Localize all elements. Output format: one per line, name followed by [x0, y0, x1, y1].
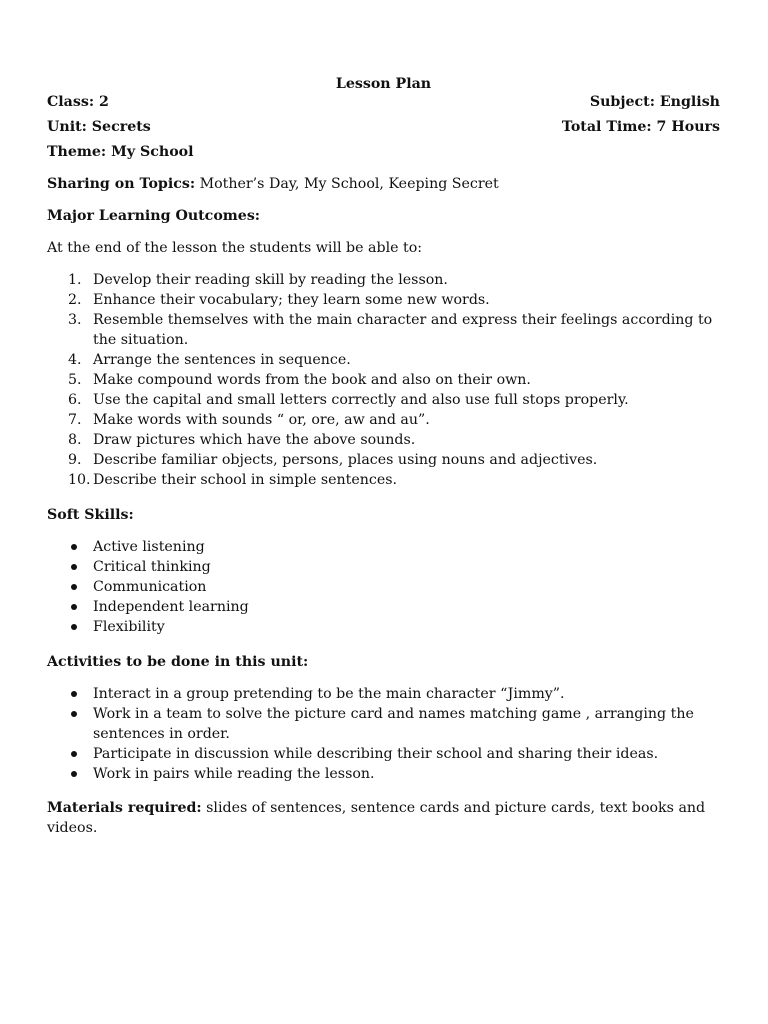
bullet-icon — [71, 751, 77, 757]
subject-label: Subject: English — [589, 94, 720, 110]
list-item-text: Enhance their vocabulary; they learn some new words. — [93, 292, 490, 308]
list-item — [47, 310, 720, 350]
list-item-number: 8. — [68, 432, 82, 448]
soft-skills-list — [47, 537, 720, 637]
list-item-text: Describe familiar objects, persons, places using nouns and adjectives. — [93, 452, 598, 468]
unit-label: Unit: Secrets — [47, 119, 151, 135]
list-item — [47, 370, 720, 390]
list-item-text: Interact in a group pretending to be the main character “Jimmy”. — [93, 686, 565, 702]
class-subject-row — [47, 92, 720, 117]
list-item-number: 1. — [68, 272, 82, 288]
list-item — [47, 597, 720, 617]
list-item — [47, 390, 720, 410]
list-item — [47, 270, 720, 290]
materials-label: Materials required: — [47, 800, 202, 816]
list-item-text: Critical thinking — [93, 559, 211, 575]
list-item — [47, 290, 720, 310]
list-item — [47, 450, 720, 470]
bullet-icon — [71, 771, 77, 777]
list-item-text: Make compound words from the book and also on their own. — [93, 372, 531, 388]
list-item — [47, 617, 720, 637]
sharing-topics-value: Mother’s Day, My School, Keeping Secret — [195, 176, 499, 192]
list-item-number: 3. — [68, 312, 82, 328]
list-item-text: Use the capital and small letters correctly and also use full stops properly. — [93, 392, 629, 408]
list-item-text: Resemble themselves with the main character and express their feelings according to the situation. — [93, 312, 713, 348]
list-item-text: Describe their school in simple sentences. — [93, 472, 398, 488]
document-title: Lesson Plan — [335, 76, 432, 92]
sharing-topics — [47, 174, 720, 206]
list-item — [47, 684, 720, 704]
theme-label: Theme: My School — [47, 144, 194, 160]
list-item-text: Flexibility — [93, 619, 165, 635]
list-item-text: Communication — [93, 579, 207, 595]
bullet-icon — [71, 604, 77, 610]
list-item-number: 4. — [68, 352, 82, 368]
bullet-icon — [71, 711, 77, 717]
list-item-text: Independent learning — [93, 599, 249, 615]
list-item — [47, 470, 720, 490]
list-item-number: 2. — [68, 292, 82, 308]
outcomes-heading: Major Learning Outcomes: — [47, 208, 261, 224]
list-item — [47, 704, 720, 744]
class-label: Class: 2 — [47, 94, 109, 110]
list-item-number: 6. — [68, 392, 82, 408]
list-item-number: 7. — [68, 412, 82, 428]
unit-time-row — [47, 117, 720, 142]
list-item-number: 5. — [68, 372, 82, 388]
bullet-icon — [71, 584, 77, 590]
list-item-number: 9. — [68, 452, 82, 468]
lesson-plan-page — [47, 74, 720, 838]
list-item-text: Work in a team to solve the picture card and names matching game , arranging the sentences in order. — [93, 706, 694, 742]
total-time-label: Total Time: 7 Hours — [561, 119, 720, 135]
bullet-icon — [71, 624, 77, 630]
list-item-text: Make words with sounds “ or, ore, aw and au”. — [93, 412, 430, 428]
list-item — [47, 350, 720, 370]
bullet-icon — [71, 544, 77, 550]
materials-required — [47, 798, 720, 838]
list-item — [47, 577, 720, 597]
learning-outcomes-list — [47, 270, 720, 490]
outcomes-intro: At the end of the lesson the students will be able to: — [47, 240, 423, 256]
activities-list — [47, 684, 720, 784]
list-item — [47, 744, 720, 764]
list-item — [47, 537, 720, 557]
list-item — [47, 430, 720, 450]
activities-heading: Activities to be done in this unit: — [47, 654, 309, 670]
list-item-text: Arrange the sentences in sequence. — [93, 352, 351, 368]
list-item — [47, 410, 720, 430]
materials-value: slides of sentences, sentence cards and picture cards, text books and videos. — [47, 800, 706, 836]
list-item-text: Draw pictures which have the above sounds. — [93, 432, 416, 448]
bullet-icon — [71, 691, 77, 697]
list-item — [47, 764, 720, 784]
bullet-icon — [71, 564, 77, 570]
list-item-text: Develop their reading skill by reading the lesson. — [93, 272, 448, 288]
list-item-text: Active listening — [93, 539, 205, 555]
soft-skills-heading-text: Soft Skills: — [47, 507, 134, 523]
list-item-number: 10. — [68, 472, 91, 488]
list-item — [47, 557, 720, 577]
sharing-topics-label: Sharing on Topics: — [47, 176, 196, 192]
list-item-text: Participate in discussion while describing their school and sharing their ideas. — [93, 746, 659, 762]
list-item-text: Work in pairs while reading the lesson. — [93, 766, 375, 782]
soft-skills-heading — [47, 505, 720, 537]
